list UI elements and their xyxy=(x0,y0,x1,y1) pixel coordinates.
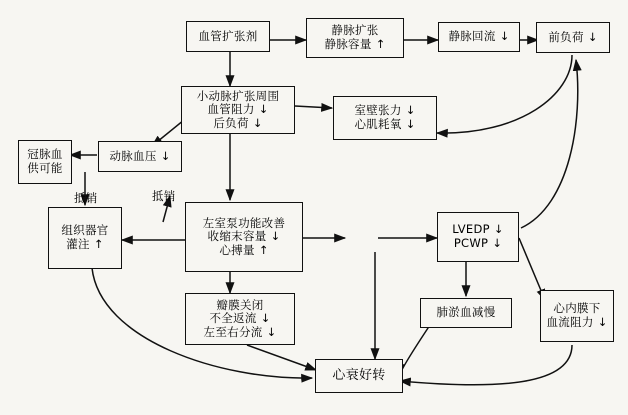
node-arterial-bp-line-0: 动脉血压 ↓ xyxy=(109,148,171,163)
node-valve-regurgitation xyxy=(185,293,295,345)
node-arteriolar-line-1: 血管阻力 ↓ xyxy=(207,102,269,117)
node-subendo-line-0: 心内膜下 xyxy=(553,301,601,316)
node-wall-stress-line-0: 室壁张力 ↓ xyxy=(354,103,416,118)
node-tissue-perfusion xyxy=(48,207,122,269)
node-lvedp-line-0: LVEDP ↓ xyxy=(452,222,504,237)
node-arterial-bp xyxy=(98,141,182,172)
node-vasodilator-line-0: 血管扩张剂 xyxy=(198,28,258,43)
node-lvedp-line-1: PCWP ↓ xyxy=(453,236,503,250)
node-arteriolar-line-2: 后负荷 ↓ xyxy=(213,115,263,130)
node-heart-failure-improved xyxy=(315,359,403,393)
node-arteriolar-line-0: 小动脉扩张周围 xyxy=(196,88,280,103)
node-coronary-supply xyxy=(18,140,72,184)
node-coronary-line-1: 供可能 xyxy=(27,161,63,175)
node-venous-return-line-0: 静脉回流 ↓ xyxy=(448,29,510,44)
node-subendo-line-1: 血流阻力 ↓ xyxy=(546,315,608,329)
node-venous-dilate-line-0: 静脉扩张 xyxy=(331,23,379,38)
node-valve-line-0: 瓣膜关闭 xyxy=(216,297,264,312)
node-venous-dilate-line-1: 静脉容量 ↑ xyxy=(324,37,386,51)
node-preload xyxy=(536,22,610,53)
node-subendocardial-resistance xyxy=(540,290,614,342)
node-venous-dilate xyxy=(306,18,404,58)
node-lv-pump-line-1: 收缩末容量 ↓ xyxy=(207,229,281,244)
node-pulm-congest-line-0: 肺淤血减慢 xyxy=(436,305,496,320)
node-arteriolar-dilation xyxy=(181,86,295,134)
label-offset-right: 抵销 xyxy=(152,189,176,203)
node-preload-line-0: 前负荷 ↓ xyxy=(548,29,598,44)
node-lv-pump-line-2: 心搏量 ↑ xyxy=(219,242,269,257)
node-vasodilator xyxy=(186,21,270,52)
node-wall-stress-line-1: 心肌耗氧 ↓ xyxy=(354,117,416,131)
label-offset-left: 抵销 xyxy=(74,191,98,205)
node-perfusion-line-0: 组织器官 xyxy=(61,223,109,238)
node-outcome-line-0: 心衰好转 xyxy=(332,368,386,384)
node-lv-pump-function xyxy=(185,202,303,272)
node-venous-return xyxy=(438,22,520,52)
node-perfusion-line-1: 灌注 ↑ xyxy=(66,237,104,251)
node-lv-pump-line-0: 左室泵功能改善 xyxy=(202,215,286,230)
node-wall-stress xyxy=(333,96,437,140)
node-valve-line-1: 不全返流 ↓ xyxy=(209,311,271,326)
node-pulmonary-congestion xyxy=(420,298,512,328)
node-coronary-line-0: 冠脉血 xyxy=(27,147,63,162)
node-valve-line-2: 左至右分流 ↓ xyxy=(203,324,277,339)
node-lvedp-pcwp xyxy=(437,212,519,262)
